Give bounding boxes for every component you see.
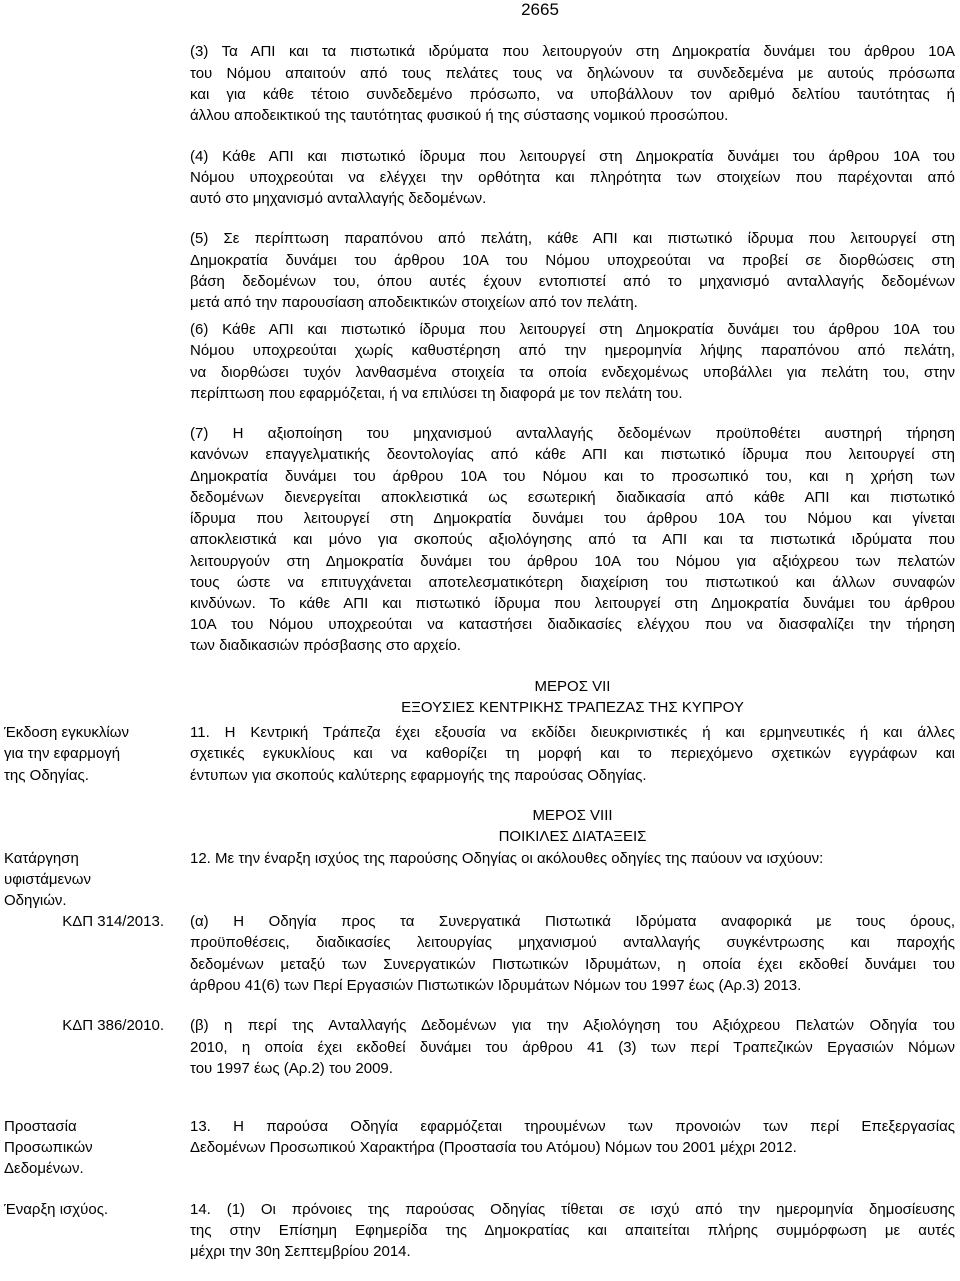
page-number: 2665 bbox=[521, 0, 559, 19]
section-12a-line: δεδομένων μεταξύ των Συνεργατικών Πιστωτικών Ιδρυμάτων, η οποία έχει εκδοθεί δυνάμει του bbox=[190, 956, 955, 973]
paragraph-4-line: (4) Κάθε ΑΠΙ και πιστωτικό ίδρυμα που λειτουργεί στη Δημοκρατία δυνάμει του άρθρου 10Α του bbox=[190, 148, 955, 165]
paragraph-6-line: περίπτωση που εφαρμόζεται, ή να επιλύσει τη διαφορά με τον πελάτη του. bbox=[190, 385, 683, 402]
paragraph-6-line: να διορθώσει τυχόν λανθασμένα στοιχεία τα οποία ενδεχομένως υποβάλλει για πελάτη του, στην bbox=[190, 364, 955, 381]
margin-reference-a: ΚΔΠ 314/2013. bbox=[62, 913, 164, 930]
paragraph-7-line: (7) Η αξιοποίηση του μηχανισμού ανταλλαγής δεδομένων προϋποθέτει αυστηρή τήρηση bbox=[190, 425, 955, 442]
paragraph-3-line: (3) Τα ΑΠΙ και τα πιστωτικά ιδρύματα που λειτουργούν στη Δημοκρατία δυνάμει του άρθρου 10Α bbox=[190, 43, 955, 60]
paragraph-5-line: μετά από την παρουσίαση αποδεικτικών στοιχείων από τον πελάτη. bbox=[190, 294, 638, 311]
paragraph-6-line: (6) Κάθε ΑΠΙ και πιστωτικό ίδρυμα που λειτουργεί στη Δημοκρατία δυνάμει του άρθρου 10Α του bbox=[190, 321, 955, 338]
section-13-line: Δεδομένων Προσωπικού Χαρακτήρα (Προστασία του Ατόμου) Νόμων του 2001 μέχρι 2012. bbox=[190, 1139, 797, 1156]
margin-note-data-protection: Προσωπικών bbox=[4, 1139, 93, 1156]
paragraph-5-line: Δημοκρατία δυνάμει του άρθρου 10Α του Νόμου υποχρεούται να προβεί σε διορθώσεις στη bbox=[190, 252, 955, 269]
paragraph-3-line: άλλου αποδεικτικού της ταυτότητας φυσικού ή της σύστασης νομικού προσώπου. bbox=[190, 107, 729, 124]
section-12b-line: (β) η περί της Ανταλλαγής Δεδομένων για την Αξιολόγηση του Αξιόχρεου Πελατών Οδηγία του bbox=[190, 1017, 955, 1034]
paragraph-7-line: αποκλειστικά και μόνο για σκοπούς αξιολόγησης από τα ΑΠΙ και τα πιστωτικά ιδρύματα που bbox=[190, 531, 955, 548]
section-12b-line: του 1997 έως (Αρ.2) του 2009. bbox=[190, 1060, 393, 1077]
paragraph-7-line: τους ώστε να επιτυγχάνεται αποτελεσματικότερη διαχείριση του πιστωτικού και άλλων συναφών bbox=[190, 574, 955, 591]
section-12-line: 12. Με την έναρξη ισχύος της παρούσης Οδηγίας οι ακόλουθες οδηγίες της παύουν να ισχύουν: bbox=[190, 850, 824, 867]
part-7-title: ΜΕΡΟΣ VII bbox=[534, 678, 611, 695]
margin-note-data-protection: Προστασία bbox=[4, 1118, 77, 1135]
paragraph-5-line: βάση δεδομένων του, όπου αυτές έχουν εντοπιστεί από το μηχανισμό ανταλλαγής δεδομένων bbox=[190, 273, 955, 290]
part-8-title: ΜΕΡΟΣ VIII bbox=[532, 807, 613, 824]
paragraph-7-line: ίδρυμα που λειτουργεί στη Δημοκρατία δυνάμει του άρθρου 10Α του Νόμου και γίνεται bbox=[190, 510, 955, 527]
section-12a-line: προϋποθέσεις, διαδικασίες λειτουργίας μηχανισμού ανταλλαγής συγκέντρωσης και παροχής bbox=[190, 934, 955, 951]
paragraph-7-line: δεδομένων διενεργείται αποκλειστικά ως εσωτερική διαδικασία από κάθε ΑΠΙ και πιστωτικό bbox=[190, 489, 955, 506]
section-12a-line: άρθρου 41(6) των Περί Εργασιών Πιστωτικών Ιδρυμάτων Νόμων του 1997 έως (Αρ.3) 2013. bbox=[190, 977, 802, 994]
paragraph-7-line: κανόνων επαγγελματικής δεοντολογίας από κάθε ΑΠΙ και πιστωτικό ίδρυμα που λειτουργεί στη bbox=[190, 446, 955, 463]
margin-note-repeal: Κατάργηση bbox=[4, 850, 79, 867]
margin-note-repeal: Οδηγιών. bbox=[4, 892, 67, 909]
paragraph-7-line: των διαδικασιών πρόσβασης στο αρχείο. bbox=[190, 637, 461, 654]
part-7-subtitle: ΕΞΟΥΣΙΕΣ ΚΕΝΤΡΙΚΗΣ ΤΡΑΠΕΖΑΣ ΤΗΣ ΚΥΠΡΟΥ bbox=[401, 699, 744, 716]
section-11-line: 11. Η Κεντρική Τράπεζα έχει εξουσία να εκδίδει διευκρινιστικές ή και ερμηνευτικές ή και άλλες bbox=[190, 724, 955, 741]
paragraph-4-line: Νόμου υποχρεούται να ελέγχει την ορθότητα και πληρότητα των στοιχείων που παρέχονται από bbox=[190, 169, 955, 186]
part-8-subtitle: ΠΟΙΚΙΛΕΣ ΔΙΑΤΑΞΕΙΣ bbox=[498, 828, 647, 845]
paragraph-7-line: 10Α του Νόμου υποχρεούται να καταστήσει διαδικασίες ελέγχου που να διασφαλίζει την τήρηση bbox=[190, 616, 955, 633]
paragraph-7-line: Δημοκρατία δυνάμει του άρθρου 10Α του Νόμου και το προσωπικό του, και η χρήση των bbox=[190, 468, 955, 485]
margin-reference-b: ΚΔΠ 386/2010. bbox=[62, 1017, 164, 1034]
section-13-line: 13. Η παρούσα Οδηγία εφαρμόζεται τηρουμένων των προνοιών των περί Επεξεργασίας bbox=[190, 1118, 955, 1135]
paragraph-7-line: λειτουργούν στη Δημοκρατία δυνάμει του άρθρου 10Α του Νόμου για αξιόχρεου των πελατών bbox=[190, 553, 955, 570]
paragraph-5-line: (5) Σε περίπτωση παραπόνου από πελάτη, κάθε ΑΠΙ και πιστωτικό ίδρυμα που λειτουργεί στη bbox=[190, 230, 955, 247]
section-14-line: 14. (1) Οι πρόνοιες της παρούσας Οδηγίας τίθεται σε ισχύ από την ημερομηνία δημοσίευσης bbox=[190, 1201, 955, 1218]
margin-note-repeal: υφιστάμενων bbox=[4, 871, 91, 888]
paragraph-4-line: αυτό στο μηχανισμό ανταλλαγής δεδομένων. bbox=[190, 190, 487, 207]
paragraph-3-line: του Νόμου απαιτούν από τους πελάτες τους να δηλώνουν τα συνδεδεμένα με αυτούς πρόσωπα bbox=[190, 65, 955, 82]
margin-note-circulars: για την εφαρμογή bbox=[4, 745, 121, 762]
section-14-line: μέχρι την 30η Σεπτεμβρίου 2014. bbox=[190, 1243, 411, 1260]
paragraph-7-line: κινδύνων. Το κάθε ΑΠΙ και πιστωτικό ίδρυμα που λειτουργεί στη Δημοκρατία δυνάμει του άρθρου bbox=[190, 595, 955, 612]
section-12b-line: 2010, η οποία έχει εκδοθεί δυνάμει του άρθρου 41 (3) των περί Τραπεζικών Εργασιών Νόμων bbox=[190, 1039, 955, 1056]
section-12a-line: (α) Η Οδηγία προς τα Συνεργατικά Πιστωτικά Ιδρύματα αναφορικά με τους όρους, bbox=[190, 913, 955, 930]
section-11-line: έντυπων για σκοπούς καλύτερης εφαρμογής της παρούσας Οδηγίας. bbox=[190, 767, 647, 784]
margin-note-data-protection: Δεδομένων. bbox=[4, 1160, 84, 1177]
margin-note-circulars: Έκδοση εγκυκλίων bbox=[4, 724, 129, 741]
section-11-line: σχετικές εγκυκλίους και να καθορίζει τη μορφή και το περιεχόμενο σχετικών εγγράφων και bbox=[190, 745, 955, 762]
margin-note-commencement: Έναρξη ισχύος. bbox=[4, 1201, 109, 1218]
margin-note-circulars: της Οδηγίας. bbox=[4, 767, 89, 784]
paragraph-3-line: και για κάθε τέτοιο συνδεδεμένο πρόσωπο, να υποβάλλουν τον αριθμό δελτίου ταυτότητας ή bbox=[190, 86, 955, 103]
section-14-line: της στην Επίσημη Εφημερίδα της Δημοκρατίας και απαιτείται πλήρης συμμόρφωση με αυτές bbox=[190, 1222, 955, 1239]
paragraph-6-line: Νόμου υποχρεούται χωρίς καθυστέρηση από την ημερομηνία λήψης παραπόνου από πελάτη, bbox=[190, 342, 955, 359]
